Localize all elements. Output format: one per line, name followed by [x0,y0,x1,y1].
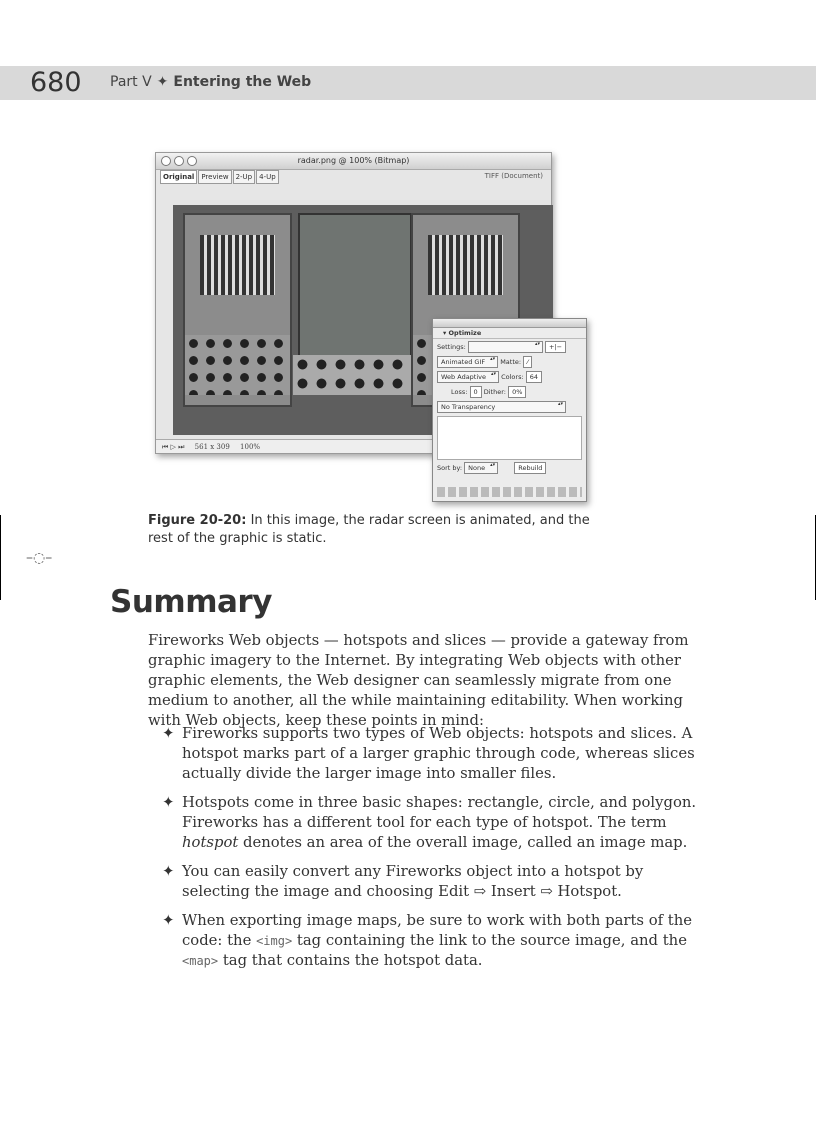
figure-caption [148,512,618,548]
colors-label: Colors: [501,373,524,381]
close-window-icon [161,156,171,166]
sort-label: Sort by: [437,464,463,472]
format-label: TIFF (Document) [484,172,543,180]
tab-4-up: 4-Up [256,170,279,184]
image-dimensions: 561 x 309 [194,443,230,451]
optimize-panel [432,318,587,502]
palette-select: Web Adaptive ▴▾ [437,371,499,383]
bullet-icon: ✦ [162,725,175,742]
part-label [110,74,311,90]
colors-field: 64 [526,371,542,383]
radar-screen [298,213,412,357]
crop-mark-left [0,515,1,600]
format-select: Animated GIF ▴▾ [437,356,498,368]
header-separator-icon: ✦ [156,74,169,90]
summary-intro: Fireworks Web objects — hotspots and slices — provide a gateway from graphic imagery to the Internet. By integrating Web objects with other graphic elements, the Web designer can seamlessly migrate from one medium to another, all the while maintaining editability. When working with Web objects, keep these points in mind: [148,632,689,729]
part-name: Part V [110,74,152,90]
list-item: ✦ Fireworks supports two types of Web objects: hotspots and slices. A hotspot marks part of a larger graphic through code, whereas slices actually divide the larger image into smaller files. [162,725,695,782]
sort-select: None ▴▾ [464,462,498,474]
control-panel-left [183,213,292,407]
rebuild-button: Rebuild [514,462,546,474]
term-hotspot: hotspot [182,834,239,851]
loss-label: Loss: [451,388,468,396]
panel-titlebar [433,319,586,328]
dither-field: 0% [508,386,526,398]
minimize-window-icon [174,156,184,166]
playback-controls-icon: ⏮ ▷ ⏭ [162,443,185,451]
summary-heading: Summary [110,584,272,620]
tab-preview: Preview [198,170,231,184]
registration-mark-icon: –◌– [26,550,53,566]
tab-2-up: 2-Up [233,170,256,184]
list-item: ✦ When exporting image maps, be sure to work with both parts of the code: the <img> tag containing the link to the source image, and the <map> tag that contains the hotspot data. [162,912,693,969]
code-img-tag: <img> [256,934,293,948]
zoom-level: 100% [240,443,261,451]
zoom-window-icon [187,156,197,166]
panel-toolbar-icons [437,487,582,497]
bullet-icon: ✦ [162,794,175,811]
window-titlebar [156,153,551,170]
tab-original: Original [160,170,197,184]
matte-swatch: ⁄ [523,356,532,368]
loss-field: 0 [470,386,482,398]
view-tabs [156,170,551,184]
matte-label: Matte: [500,358,522,366]
settings-select [468,341,543,353]
transparency-select: No Transparency ▴▾ [437,401,566,413]
window-title: radar.png @ 100% (Bitmap) [297,156,410,165]
palette-swatch-list [437,416,582,460]
caption-text: In this image, the radar screen is animated, and the rest of the graphic is static. [148,513,590,546]
summary-points [148,724,708,980]
panel-title: ▾ Optimize [433,328,586,339]
add-preset-icon: +|− [545,341,566,353]
bullet-icon: ✦ [162,863,175,880]
bullet-icon: ✦ [162,912,175,929]
list-item: ✦ Hotspots come in three basic shapes: rectangle, circle, and polygon. Fireworks has a different tool for each type of hotspot. The term hotspot denotes an area of the overall image, called an image map. [162,794,697,851]
dither-label: Dither: [483,388,506,396]
caption-label: Figure 20-20: [148,513,247,528]
part-title: Entering the Web [173,74,312,90]
page-number: 680 [30,67,82,98]
settings-label: Settings: [437,343,466,351]
code-map-tag: <map> [182,954,219,968]
list-item: ✦ You can easily convert any Fireworks object into a hotspot by selecting the image and choosing Edit ⇨ Insert ⇨ Hotspot. [162,863,644,900]
